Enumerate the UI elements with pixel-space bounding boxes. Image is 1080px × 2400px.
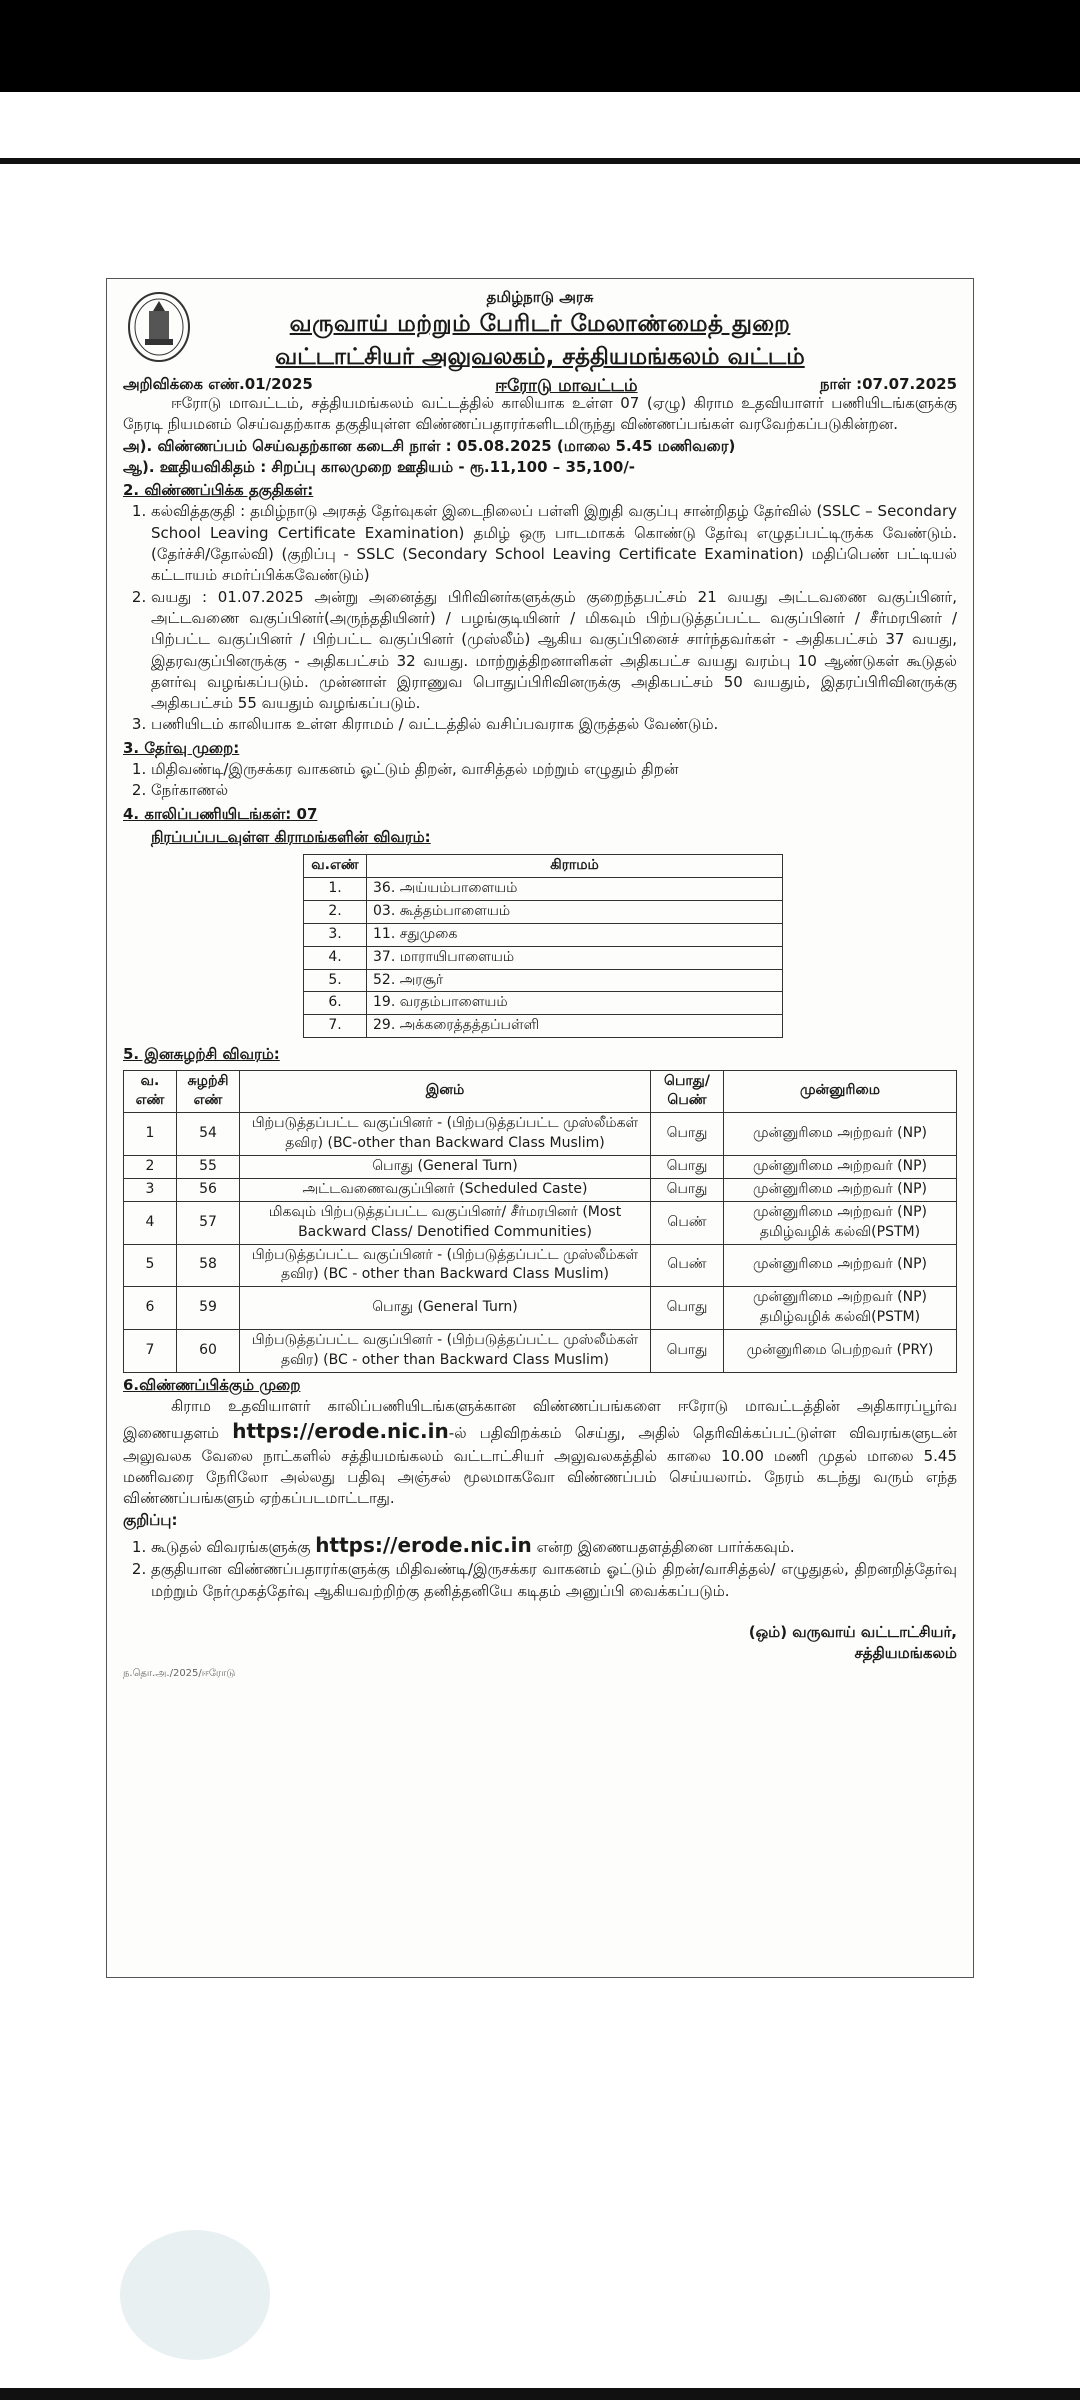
table-row: [124, 1244, 957, 1287]
table-cell: 55: [177, 1156, 240, 1179]
apply-paragraph: [123, 1396, 957, 1510]
table-cell: முன்னுரிமை பெற்றவர் (PRY): [724, 1330, 957, 1373]
table-cell: 1.: [304, 878, 367, 901]
table-cell: 6: [124, 1287, 177, 1330]
table-cell: 03. கூத்தம்பாளையம்: [367, 900, 783, 923]
table-cell: 1: [124, 1113, 177, 1156]
table-header-cell: பொது/ பெண்: [651, 1070, 724, 1113]
table-row: [124, 1178, 957, 1201]
table-cell: பெண்: [651, 1201, 724, 1244]
table-cell: முன்னுரிமை அற்றவர் (NP): [724, 1156, 957, 1179]
table-cell: 2: [124, 1156, 177, 1179]
notice-date: நாள் :07.07.2025: [819, 374, 957, 393]
table-cell: 52. அரசூர்: [367, 969, 783, 992]
table-cell: முன்னுரிமை அற்றவர் (NP): [724, 1113, 957, 1156]
table-cell: முன்னுரிமை அற்றவர் (NP): [724, 1244, 957, 1287]
table-header-row: [304, 855, 783, 878]
table-cell: 59: [177, 1287, 240, 1330]
document-page: [106, 278, 974, 1978]
note-text-b: என்ற இணையதளத்தினை பார்க்கவும்.: [536, 1537, 795, 1556]
list-item: [151, 1531, 957, 1559]
table-cell: பொது (General Turn): [240, 1287, 651, 1330]
table-cell: பிற்படுத்தப்பட்ட வகுப்பினர் - (பிற்படுத்தப்பட்ட முஸ்லீம்கள் தவிர) (BC - other than Backward Class Muslim): [240, 1244, 651, 1287]
table-cell: 4: [124, 1201, 177, 1244]
district-name: ஈரோடு மாவட்டம்: [495, 375, 638, 396]
list-item: 1. மிதிவண்டி/இருசக்கர வாகனம் ஓட்டும் திறன், வாசித்தல் மற்றும் எழுதும் திறன்: [151, 759, 957, 780]
table-cell: 6.: [304, 992, 367, 1015]
table-row: [304, 946, 783, 969]
table-header-cell: வ. எண்: [124, 1070, 177, 1113]
table-cell: 58: [177, 1244, 240, 1287]
table-header-cell: சுழற்சி எண்: [177, 1070, 240, 1113]
section-vacancies-title: 4. காலிப்பணியிடங்கள்: 07: [123, 804, 318, 823]
table-cell: 3.: [304, 923, 367, 946]
table-row: [304, 878, 783, 901]
top-bar: [0, 0, 1080, 92]
table-cell: 54: [177, 1113, 240, 1156]
table-cell: 56: [177, 1178, 240, 1201]
table-row: [124, 1113, 957, 1156]
table-row: [124, 1201, 957, 1244]
note-list: [123, 1531, 957, 1602]
table-cell: பொது: [651, 1330, 724, 1373]
table-cell: 11. சதுமுகை: [367, 923, 783, 946]
table-cell: பெண்: [651, 1244, 724, 1287]
note-title: குறிப்பு:: [123, 1510, 178, 1529]
apply-text-a: கிராம உதவியாளர் காலிப்பணியிடங்களுக்கான விண்ணப்பங்களை ஈரோடு மாவட்டத்தின் அதிகாரப்பூர்வ இணையதளம்: [123, 1397, 957, 1443]
table-cell: பொது (General Turn): [240, 1156, 651, 1179]
table-cell: 7.: [304, 1015, 367, 1038]
floating-overlay: [120, 2230, 270, 2360]
table-row: [304, 923, 783, 946]
table-header-row: [124, 1070, 957, 1113]
signature-line: சத்தியமங்கலம்: [854, 1644, 957, 1663]
section-apply-title: 6.விண்ணப்பிக்கும் முறை: [123, 1375, 301, 1394]
table-cell: 29. அக்கரைத்தத்தப்பள்ளி: [367, 1015, 783, 1038]
villages-subtitle: நிரப்பப்படவுள்ள கிராமங்களின் விவரம்:: [151, 827, 431, 846]
table-header-cell: கிராமம்: [367, 855, 783, 878]
section-eligibility-title: 2. விண்ணப்பிக்க தகுதிகள்:: [123, 481, 314, 500]
bottom-bar: [0, 2388, 1080, 2400]
salary-line: ஆ). ஊதியவிகிதம் : சிறப்பு காலமுறை ஊதியம் - ரூ.11,100 – 35,100/-: [123, 457, 636, 476]
section-rotation-title: 5. இனசுழற்சி விவரம்:: [123, 1045, 280, 1064]
table-cell: 5: [124, 1244, 177, 1287]
table-row: [304, 969, 783, 992]
table-cell: பிற்படுத்தப்பட்ட வகுப்பினர் - (பிற்படுத்தப்பட்ட முஸ்லீம்கள் தவிர) (BC - other than Backward Class Muslim): [240, 1330, 651, 1373]
gov-title: தமிழ்நாடு அரசு: [486, 288, 594, 306]
table-cell: 4.: [304, 946, 367, 969]
notice-row: [123, 374, 957, 398]
document-header: [123, 287, 957, 396]
table-header-cell: வ.எண்: [304, 855, 367, 878]
website-link[interactable]: https://erode.nic.in: [232, 1419, 449, 1444]
signature-line: (ஒம்) வருவாய் வட்டாட்சியர்,: [748, 1622, 957, 1641]
table-cell: மிகவும் பிற்படுத்தப்பட்ட வகுப்பினர்/ சீர்மரபினர் (Most Backward Class/ Denotified Communities): [240, 1201, 651, 1244]
emblem-icon: [127, 291, 191, 363]
table-row: [124, 1287, 957, 1330]
signature-block: [123, 1622, 957, 1665]
table-cell: 7: [124, 1330, 177, 1373]
table-cell: பொது: [651, 1178, 724, 1201]
table-row: [304, 1015, 783, 1038]
table-cell: முன்னுரிமை அற்றவர் (NP) தமிழ்வழிக் கல்வி(PSTM): [724, 1287, 957, 1330]
table-header-cell: இனம்: [240, 1070, 651, 1113]
notice-number: அறிவிக்கை எண்.01/2025: [123, 374, 313, 393]
table-cell: பொது: [651, 1156, 724, 1179]
intro-paragraph: ஈரோடு மாவட்டம், சத்தியமங்கலம் வட்டத்தில் காலியாக உள்ள 07 (ஏழு) கிராம உதவியாளர் பணியிடங்களுக்கு நேரடி நியமனம் செய்வதற்காக தகுதியுள்ள விண்ணப்பதாரர்களிடமிருந்து விண்ணப்பங்கள் வரவேற்கப்படுகின்றன.: [123, 394, 957, 434]
website-link[interactable]: https://erode.nic.in: [315, 1532, 532, 1557]
section-selection-title: 3. தேர்வு முறை:: [123, 738, 240, 757]
divider: [0, 158, 1080, 164]
villages-table: [303, 854, 783, 1038]
list-item: 3. பணியிடம் காலியாக உள்ள கிராமம் / வட்டத்தில் வசிப்பவராக இருத்தல் வேண்டும்.: [151, 714, 957, 735]
table-row: [304, 900, 783, 923]
table-header-cell: முன்னுரிமை: [724, 1070, 957, 1113]
list-item: 2. நேர்காணல்: [151, 780, 957, 801]
selection-list: [123, 759, 957, 802]
list-item: 1. கல்வித்தகுதி : தமிழ்நாடு அரசுத் தேர்வுகள் இடைநிலைப் பள்ளி இறுதி வகுப்பு சான்றிதழ் தேர்வில் (SSLC – Secondary School Leaving Certificate Examination) தமிழ் ஒரு பாடமாகக் கொண்டு தேர்வு எழுதப்பட்டிருக்க வேண்டும். (தேர்ச்சி/தோல்வி) (குறிப்பு - SSLC (Secondary School Leaving Certificate Examination) மதிப்பெண் பட்டியல் கட்டாயம் சமர்ப்பிக்கவேண்டும்): [151, 501, 957, 586]
table-cell: 3: [124, 1178, 177, 1201]
rotation-table: [123, 1070, 957, 1373]
apply-text-b: -ல் பதிவிறக்கம் செய்து, அதில் தெரிவிக்கப்பட்டுள்ள விவரங்களுடன் அலுவலக வேலை நாட்களில் சத்தியமங்கலம் வட்டாட்சியர் அலுவலகத்தில் காலை 10.00 மணி முதல் மாலை 5.45 மணிவரை நேரிலோ அல்லது பதிவு அஞ்சல் மூலமாகவோ விண்ணப்பம் செய்யலாம். நேரம் கடந்து வரும் எந்த விண்ணப்பங்களும் ஏற்கப்படமாட்டாது.: [123, 1424, 957, 1508]
table-cell: அட்டவணைவகுப்பினர் (Scheduled Caste): [240, 1178, 651, 1201]
table-cell: முன்னுரிமை அற்றவர் (NP) தமிழ்வழிக் கல்வி(PSTM): [724, 1201, 957, 1244]
list-item: 2. தகுதியான விண்ணப்பதாரர்களுக்கு மிதிவண்டி/இருசக்கர வாகனம் ஓட்டும் திறன்/வாசித்தல்/ எழுதுதல், திறனறித்தேர்வு மற்றும் நேர்முகத்தேர்வு ஆகியவற்றிற்கு தனித்தனியே கடிதம் அனுப்பி வைக்கப்படும்.: [151, 1559, 957, 1602]
table-cell: 57: [177, 1201, 240, 1244]
table-cell: 19. வரதம்பாளையம்: [367, 992, 783, 1015]
table-cell: 36. அய்யம்பாளையம்: [367, 878, 783, 901]
footer-reference: ந.தொ.அ./2025/ஈரோடு: [123, 1667, 236, 1679]
table-cell: 37. மாராயிபாளையம்: [367, 946, 783, 969]
note-text-a: கூடுதல் விவரங்களுக்கு: [151, 1537, 311, 1556]
eligibility-list: [123, 501, 957, 735]
table-row: [124, 1330, 957, 1373]
office-title: வட்டாட்சியர் அலுவலகம், சத்தியமங்கலம் வட்டம்: [275, 343, 805, 370]
table-cell: பிற்படுத்தப்பட்ட வகுப்பினர் - (பிற்படுத்தப்பட்ட முஸ்லீம்கள் தவிர) (BC-other than Backward Class Muslim): [240, 1113, 651, 1156]
dept-title: வருவாய் மற்றும் பேரிடர் மேலாண்மைத் துறை: [289, 311, 791, 338]
list-item: 2. வயது : 01.07.2025 அன்று அனைத்து பிரிவினர்களுக்கும் குறைந்தபட்சம் 21 வயது அட்டவணை வகுப்பினர், அட்டவணை வகுப்பினர்(அருந்ததியினர்) / பழங்குடியினர் / மிகவும் பிற்படுத்தப்பட்ட வகுப்பினர் / சீர்மரபினர் / பிற்பட்ட வகுப்பினர் / பிற்பட்ட வகுப்பினர் (முஸ்லீம்) ஆகிய வகுப்பினைச் சார்ந்தவர்கள் - அதிகபட்சம் 37 வயது, இதரவகுப்பினருக்கு - அதிகபட்சம் 32 வயது. மாற்றுத்திறனாளிகள் அதிகபட்ச வயது வரம்பு 10 ஆண்டுகள் கூடுதல் தளர்வு வழங்கப்படும். முன்னாள் இராணுவ பொதுப்பிரிவினருக்கு அதிகபட்சம் 50 வயதும், இதரப்பிரிவினருக்கு அதிகபட்சம் 55 வயதும் வழங்கப்படும்.: [151, 587, 957, 715]
table-cell: 2.: [304, 900, 367, 923]
table-cell: முன்னுரிமை அற்றவர் (NP): [724, 1178, 957, 1201]
last-date-line: அ). விண்ணப்பம் செய்வதற்கான கடைசி நாள் : 05.08.2025 (மாலை 5.45 மணிவரை): [123, 436, 736, 455]
table-cell: 5.: [304, 969, 367, 992]
table-cell: பொது: [651, 1113, 724, 1156]
table-row: [124, 1156, 957, 1179]
table-row: [304, 992, 783, 1015]
table-cell: பொது: [651, 1287, 724, 1330]
table-cell: 60: [177, 1330, 240, 1373]
